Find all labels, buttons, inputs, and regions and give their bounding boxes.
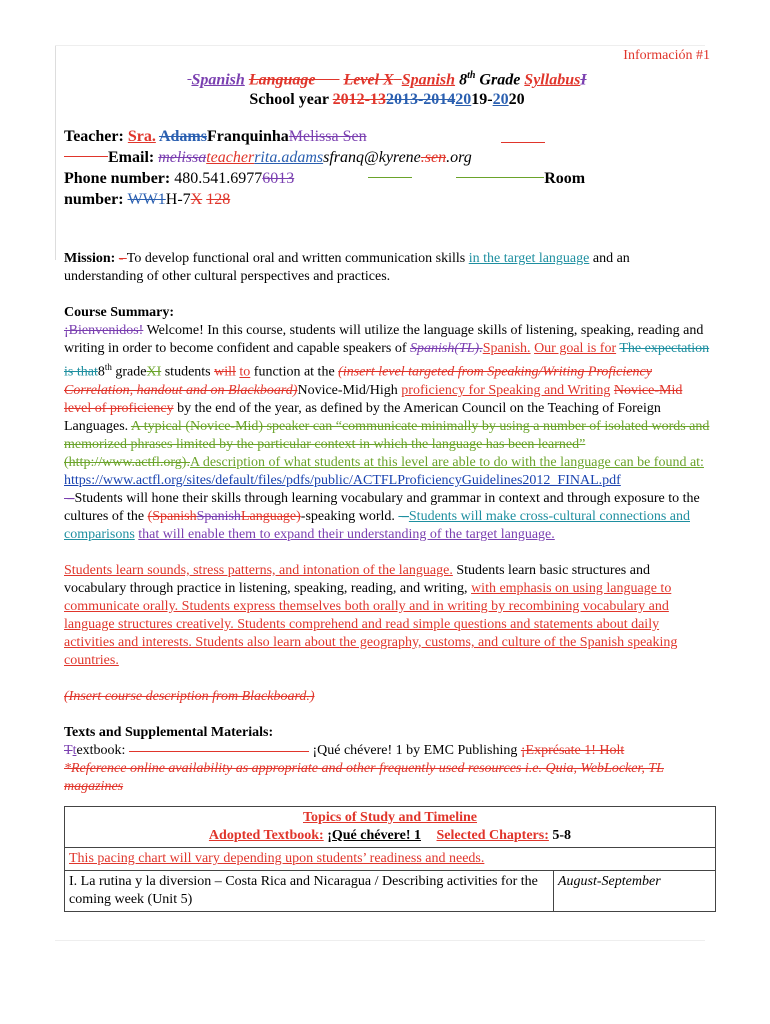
phone-line: Phone number: 480.541.69776013 Room [64, 170, 586, 188]
title-grade-number: 8 [459, 71, 468, 89]
texts-section [64, 724, 710, 796]
summary-section [64, 304, 710, 706]
title-cursor: I [580, 71, 587, 89]
mission-section: Mission: - To develop functional oral and written communication skills in the target language and an understanding of other cultural perspectives and practices. [64, 251, 630, 285]
teacher-info [64, 126, 710, 210]
table-row: I. La rutina y la diversion – Costa Rica and Nicaragua / Describing activities for the coming week (Unit 5) August-September [65, 870, 716, 911]
year-old-2: 2013-2014 [385, 91, 456, 109]
bottom-margin-line [55, 940, 705, 941]
pacing-note: This pacing chart will vary depending upon students’ readiness and needs. [65, 847, 716, 870]
adopted-textbook-line: Adopted Textbook: ¡Qué chévere! 1 Selected Chapters: 5-8 [208, 827, 572, 843]
year-part-4: 20 [508, 91, 525, 109]
teacher-old-name: Adams [158, 128, 207, 146]
summary-heading: Course Summary: [64, 305, 175, 321]
email-line: Email: melissateacherrita.adamssfranq@kyrene.sen.org [64, 147, 710, 168]
row-topic: La rutina y la diversion – Costa Rica and Nicaragua / Describing activities for the coming week (Unit 5) [69, 873, 538, 907]
margin-line [55, 45, 56, 260]
table-heading: Topics of Study and Timeline [302, 809, 478, 825]
year-part-3: 20 [492, 91, 509, 109]
year-part-2: 19- [471, 91, 493, 109]
row-timeline: August-September [554, 870, 716, 911]
teacher-line: Teacher: Sra. AdamsFranquinhaMelissa Sen [64, 126, 710, 147]
info-label: Información #1 [623, 48, 710, 63]
document-body [64, 46, 710, 912]
teacher-room: H-7 [165, 191, 191, 209]
textbook-line: Ttextbook: ¡Qué chévere! 1 by EMC Publishing ¡Exprésate 1! Holt [64, 742, 625, 758]
title-grade-sup: th [467, 70, 476, 81]
summary-paragraph-2: Students learn sounds, stress patterns, and intonation of the language. Students learn basic structures and vocabulary through practice in listening, speaking, reading, and writing, with emphasis on using language to communicate orally. Students express themselves both orally and in writing by recombining vocabulary and language structures creatively. Students comprehend and read simple questions and statements about daily activities and interests. Students also learn about the geography, customs, and culture of the Spanish speaking countries. [64, 562, 678, 668]
document-title [64, 66, 710, 90]
topics-table [64, 806, 716, 912]
summary-paragraph-3: (Insert course description from Blackboard.) [64, 688, 315, 704]
year-part-1: 20 [455, 91, 472, 109]
teacher-name: Franquinha [206, 128, 289, 146]
summary-paragraph-1: ¡Bienvenidos! Welcome! In this course, students will utilize the language skills of listening, speaking, reading and writing in order to become confident and capable speakers of Spanish(TL).Spanish. Our goal is for The expectation is that8th gradeXI students will to function at the (insert level targeted from Speaking/Writing Proficiency Correlation, handout and on Blackboard)Novice-Mid/High proficiency for Speaking and Writing Novice-Mid level of proficiency by the end of the year, as defined by the American Council on the Teaching of Foreign Languages. A typical (Novice-Mid) speaker can “communicate minimally by using a number of isolated words and memorized phrases limited by the particular context in which the language has been learned” (http://www.actfl.org).A description of what students at this level are able to do with the language can be found at: https://www.actfl.org/sites/default/files/pdfs/public/ACTFLProficiencyGuidelines2012_FINAL.pdf –Students will hone their skills through learning vocabulary and grammar in context and through exposure to the cultures of the (SpanishSpanishLanguage)-speaking world. –Students will make cross-cultural connections and comparisons that will enable them to expand their understanding of the target language. [64, 323, 710, 542]
texts-heading: Texts and Supplemental Materials: [64, 724, 274, 740]
title-level: Level X [343, 71, 394, 89]
year-old-1: 2012-13 [332, 91, 386, 109]
teacher-phone: 480.541.6977 [174, 170, 263, 188]
teacher-sra: Sra. [127, 128, 156, 146]
title-language: Language [248, 71, 316, 89]
title-spanish-new: Spanish [401, 71, 456, 89]
room-line: number: WW1H-7X 128 [64, 191, 231, 209]
title-grade: Grade [479, 71, 521, 89]
title-syllabus: Syllabus [524, 71, 581, 89]
actfl-link[interactable]: https://www.actfl.org/sites/default/files/pdfs/public/ACTFLProficiencyGuidelines2012_FINAL.pdf [64, 472, 621, 488]
texts-reference: *Reference online availability as appropriate and other frequently used resources i.e. Quia, WebLocker, TL magazines [64, 760, 664, 794]
teacher-email[interactable]: melissateacherrita.adamssfranq@kyrene.sen.org [158, 149, 472, 167]
school-year: School year 2012-132013-20142019-2020 [249, 91, 525, 109]
teacher-old-full-name: Melissa Sen [288, 128, 367, 146]
title-spanish: Spanish [191, 71, 245, 89]
